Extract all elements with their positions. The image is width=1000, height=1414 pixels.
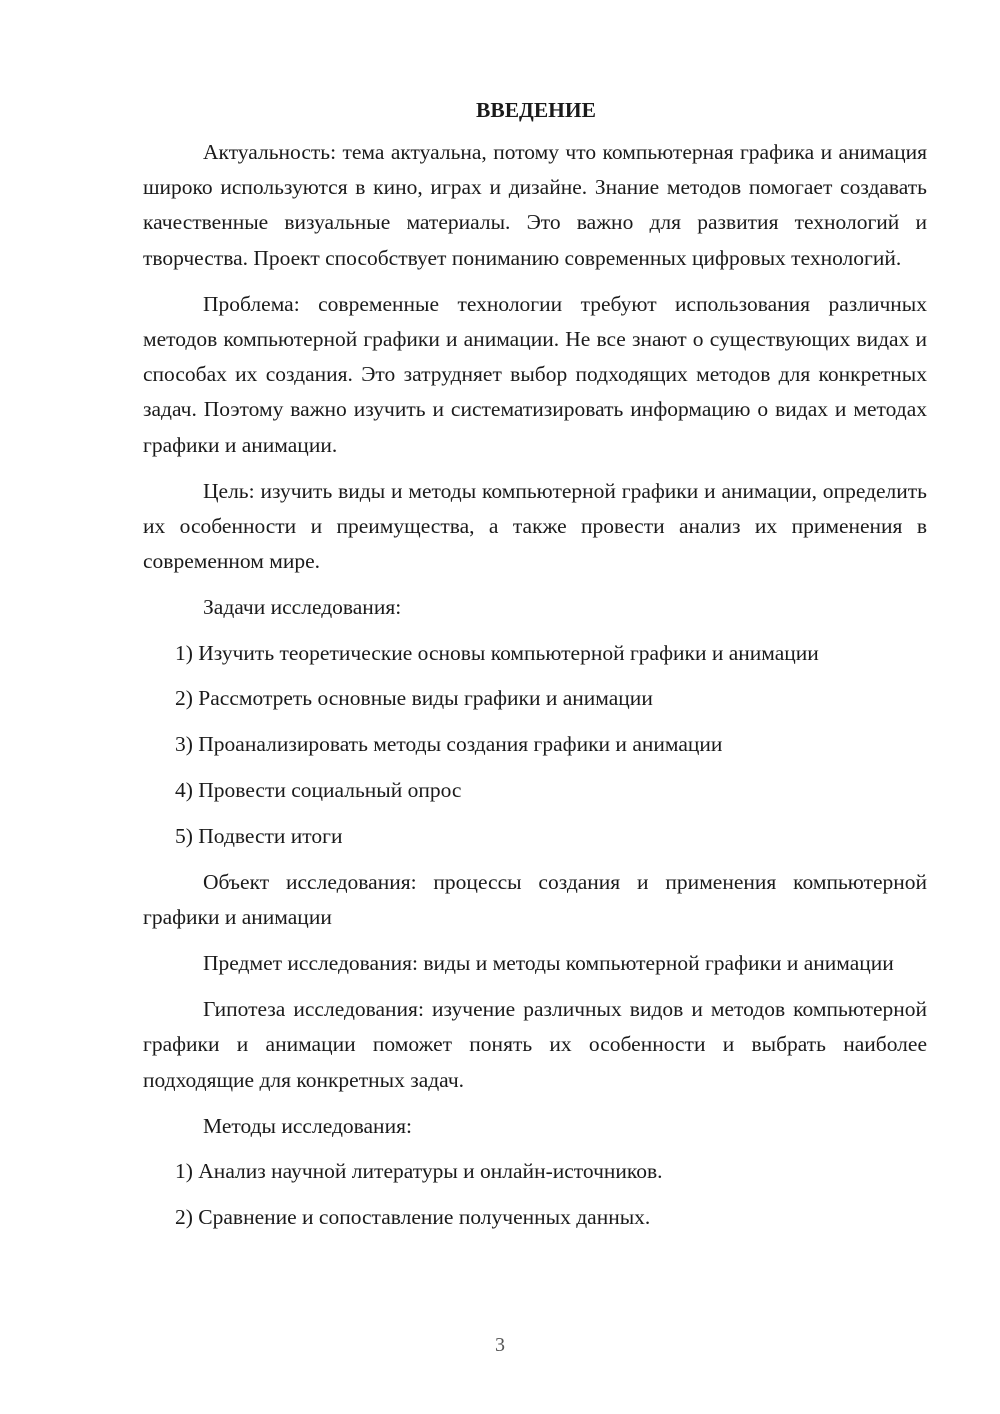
problem-paragraph: Проблема: современные технологии требуют использования различных методов компьютерной графики и анимации. Не все знают о существующих видах и способах их создания. Это затрудняет выбор подходящих методов для конкретных задач. Поэтому важно изучить и систематизировать информацию о видах и методах графики и анимации.	[143, 291, 927, 457]
task-item: 5) Подвести итоги	[175, 823, 343, 848]
task-item: 3) Проанализировать методы создания графики и анимации	[175, 732, 723, 757]
tasks-heading: Задачи исследования:	[203, 595, 402, 620]
method-item: 2) Сравнение и сопоставление полученных данных.	[175, 1204, 651, 1229]
methods-heading: Методы исследования:	[203, 1113, 412, 1138]
task-item: 2) Рассмотреть основные виды графики и анимации	[175, 686, 653, 711]
section-title: ВВЕДЕНИЕ	[476, 98, 596, 122]
hypothesis-paragraph: Гипотеза исследования: изучение различных видов и методов компьютерной графики и анимации поможет понять их особенности и выбрать наиболее подходящие для конкретных задач.	[143, 997, 927, 1092]
task-item: 4) Провести социальный опрос	[175, 778, 462, 803]
tasks-list	[143, 636, 927, 854]
method-item: 1) Анализ научной литературы и онлайн-источников.	[175, 1159, 663, 1184]
methods-list	[143, 1154, 927, 1235]
document-page	[143, 96, 927, 1246]
task-item: 1) Изучить теоретические основы компьютерной графики и анимации	[175, 640, 819, 665]
goal-paragraph: Цель: изучить виды и методы компьютерной графики и анимации, определить их особенности и преимущества, а также провести анализ их применения в современном мире.	[143, 478, 927, 574]
relevance-paragraph: Актуальность: тема актуальна, потому что компьютерная графика и анимация широко используются в кино, играх и дизайне. Знание методов помогает создавать качественные визуальные материалы. Это важно для развития технологий и творчества. Проект способствует пониманию современных цифровых технологий.	[143, 140, 927, 270]
page-number: 3	[495, 1334, 505, 1356]
object-paragraph: Объект исследования: процессы создания и применения компьютерной графики и анимации	[143, 869, 927, 929]
subject-paragraph: Предмет исследования: виды и методы компьютерной графики и анимации	[203, 951, 894, 976]
